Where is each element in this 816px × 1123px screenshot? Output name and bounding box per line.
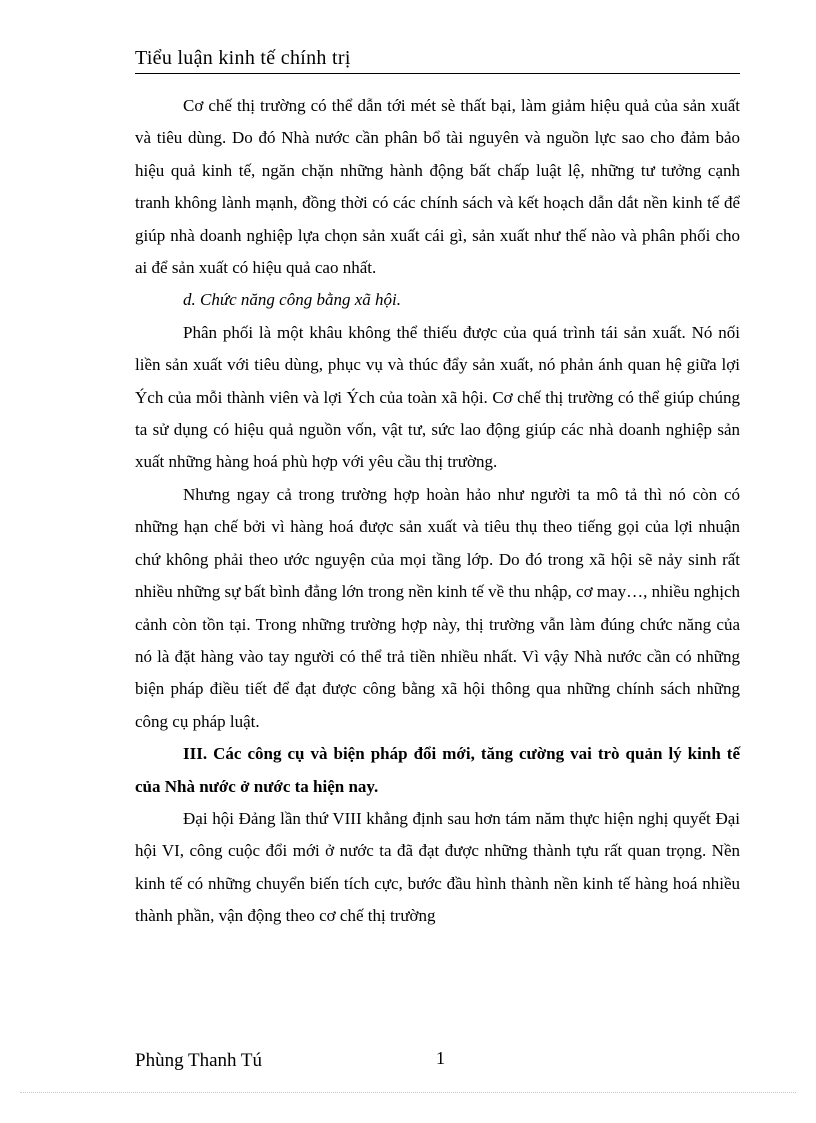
footer-author: Phùng Thanh Tú: [135, 1050, 263, 1071]
page-bottom-border: [20, 1092, 796, 1093]
section-heading-iii: III. Các công cụ và biện pháp đổi mới, tăng cường vai trò quản lý kinh tế của Nhà nước ở nước ta hiện nay.: [135, 744, 740, 796]
header-title: Tiểu luận kinh tế chính trị: [135, 47, 351, 69]
header-divider: [135, 73, 740, 74]
paragraph-distribution: Phân phối là một khâu không thể thiếu được của quá trình tái sản xuất. Nó nối liền sản xuất với tiêu dùng, phục vụ và thúc đẩy sản xuất, nó phản ánh quan hệ giữa lợi Ých của mỗi thành viên và lợi Ých của toàn xã hội. Cơ chế thị trường có thể giúp chúng ta sử dụng có hiệu quả nguồn vốn, vật tư, sức lao động giúp các nhà doanh nghiệp sản xuất những hàng hoá phù hợp với yêu cầu thị trường.: [135, 322, 740, 472]
subheading-social-equity: d. Chức năng công bằng xã hội.: [183, 290, 401, 310]
document-body: [135, 90, 740, 933]
paragraph-party-congress: Đại hội Đảng lần thứ VIII khẳng định sau hơn tám năm thực hiện nghị quyết Đại hội VI, công cuộc đổi mới ở nước ta đã đạt được những thành tựu rất quan trọng. Nền kinh tế có những chuyển biến tích cực, bước đầu hình thành nền kinh tế hàng hoá nhiều thành phần, vận động theo cơ chế thị trường: [135, 808, 740, 926]
paragraph-limitations: Nhưng ngay cả trong trường hợp hoàn hảo như người ta mô tả thì nó còn có những hạn chế bởi vì hàng hoá được sản xuất và tiêu thụ theo tiếng gọi của lợi nhuận chứ không phải theo ước nguyện của mọi tầng lớp. Do đó trong xã hội sẽ nảy sinh rất nhiều những sự bất bình đẳng lớn trong nền kinh tế về thu nhập, cơ may…, nhiều nghịch cảnh còn tồn tại. Trong những trường hợp này, thị trường vẫn làm đúng chức năng của nó là đặt hàng vào tay người có thể trả tiền nhiều nhất. Vì vậy Nhà nước cần có những biện pháp điều tiết để đạt được công bằng xã hội thông qua những chính sách những công cụ pháp luật.: [135, 484, 740, 731]
page-number: 1: [436, 1048, 445, 1068]
paragraph-market-failure: Cơ chế thị trường có thể dẫn tới mét sè thất bại, làm giảm hiệu quả của sản xuất và tiêu dùng. Do đó Nhà nước cần phân bổ tài nguyên và nguồn lực sao cho đảm bảo hiệu quả kinh tế, ngăn chặn những hành động bất chấp luật lệ, những tư tưởng cạnh tranh không lành mạnh, đồng thời có các chính sách và kết hoạch dẫn dắt nền kinh tế để giúp nhà doanh nghiệp lựa chọn sản xuất cái gì, sản xuất như thế nào và phân phối cho ai để sản xuất có hiệu quả cao nhất.: [135, 96, 740, 278]
